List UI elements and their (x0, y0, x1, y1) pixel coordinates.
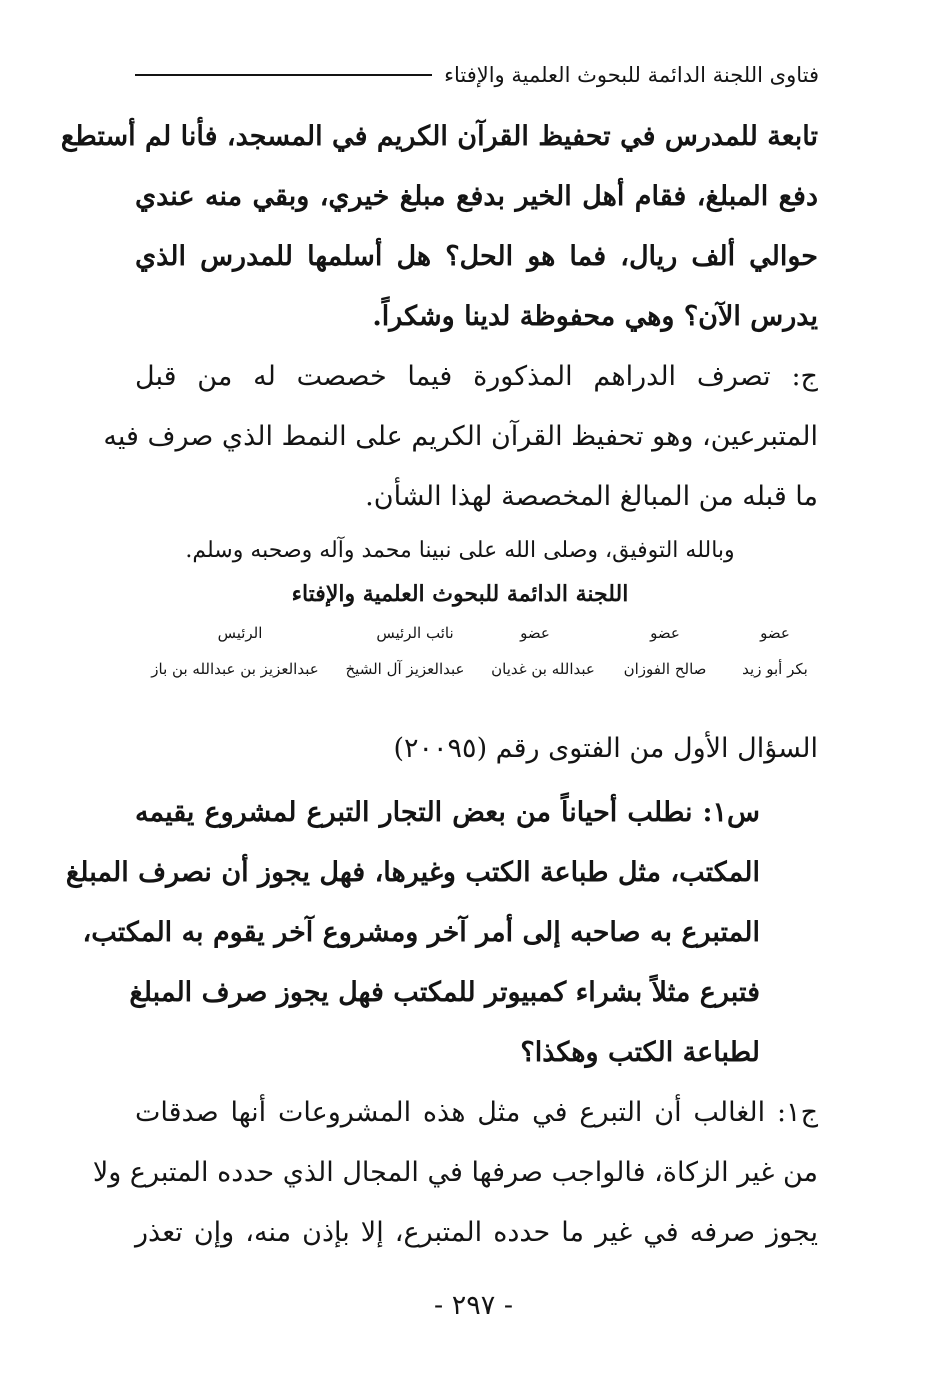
question-continuation-line: تابعة للمدرس في تحفيظ القرآن الكريم في المسجد، فأنا لم أستطع (60, 121, 818, 152)
signatory-title: عضو (760, 624, 790, 642)
signatory-title: الرئيس (217, 624, 263, 642)
page-number: - ٢٩٧ - (434, 1290, 513, 1321)
header-rule (135, 74, 432, 76)
signatory-name: عبدالله بن غديان (491, 660, 595, 678)
question-continuation-line: دفع المبلغ، فقام أهل الخير بدفع مبلغ خيري، وبقي منه عندي (135, 181, 818, 212)
answer-line: يجوز صرفه في غير ما حدده المتبرع، إلا بإذن منه، وإن تعذر (135, 1217, 818, 1248)
question-line: المكتب، مثل طباعة الكتب وغيرها، فهل يجوز أن نصرف المبلغ (65, 857, 760, 888)
running-header (135, 58, 819, 92)
question-line: لطباعة الكتب وهكذا؟ (520, 1037, 760, 1068)
answer-line: ج١: الغالب أن التبرع في مثل هذه المشروعات أنها صدقات (135, 1097, 818, 1128)
answer-line: من غير الزكاة، فالواجب صرفها في المجال الذي حدده المتبرع ولا (92, 1157, 818, 1188)
answer-line: ما قبله من المبالغ المخصصة لهذا الشأن. (365, 481, 818, 512)
signatory-title: عضو (650, 624, 680, 642)
header-title: فتاوى اللجنة الدائمة للبحوث العلمية والإفتاء (444, 63, 819, 87)
committee-name: اللجنة الدائمة للبحوث العلمية والإفتاء (291, 581, 629, 607)
question-line: المتبرع به صاحبه إلى أمر آخر ومشروع آخر يقوم به المكتب، (82, 917, 760, 948)
question-line: فتبرع مثلاً بشراء كمبيوتر للمكتب فهل يجوز صرف المبلغ (129, 977, 760, 1008)
signatory-name: عبدالعزيز بن عبدالله بن باز (151, 660, 319, 678)
signatory-name: بكر أبو زيد (742, 660, 808, 678)
question-continuation-line: يدرس الآن؟ وهي محفوظة لدينا وشكراً. (372, 301, 818, 332)
signatory-name: صالح الفوزان (623, 660, 707, 678)
question-continuation-line: حوالي ألف ريال، فما هو الحل؟ هل أسلمها للمدرس الذي (135, 241, 818, 272)
fatwa-heading: السؤال الأول من الفتوى رقم (٢٠٠٩٥) (393, 733, 818, 764)
signatory-name: عبدالعزيز آل الشيخ (345, 660, 465, 678)
closing-supplication: وبالله التوفيق، وصلى الله على نبينا محمد وآله وصحبه وسلم. (185, 538, 735, 563)
signatory-title: نائب الرئيس (376, 624, 454, 642)
signatory-title: عضو (520, 624, 550, 642)
answer-line: ج: تصرف الدراهم المذكورة فيما خصصت له من قبل (135, 361, 818, 392)
question-line: س١: نطلب أحياناً من بعض التجار التبرع لمشروع يقيمه (135, 797, 760, 828)
answer-line: المتبرعين، وهو تحفيظ القرآن الكريم على النمط الذي صرف فيه (103, 421, 818, 452)
